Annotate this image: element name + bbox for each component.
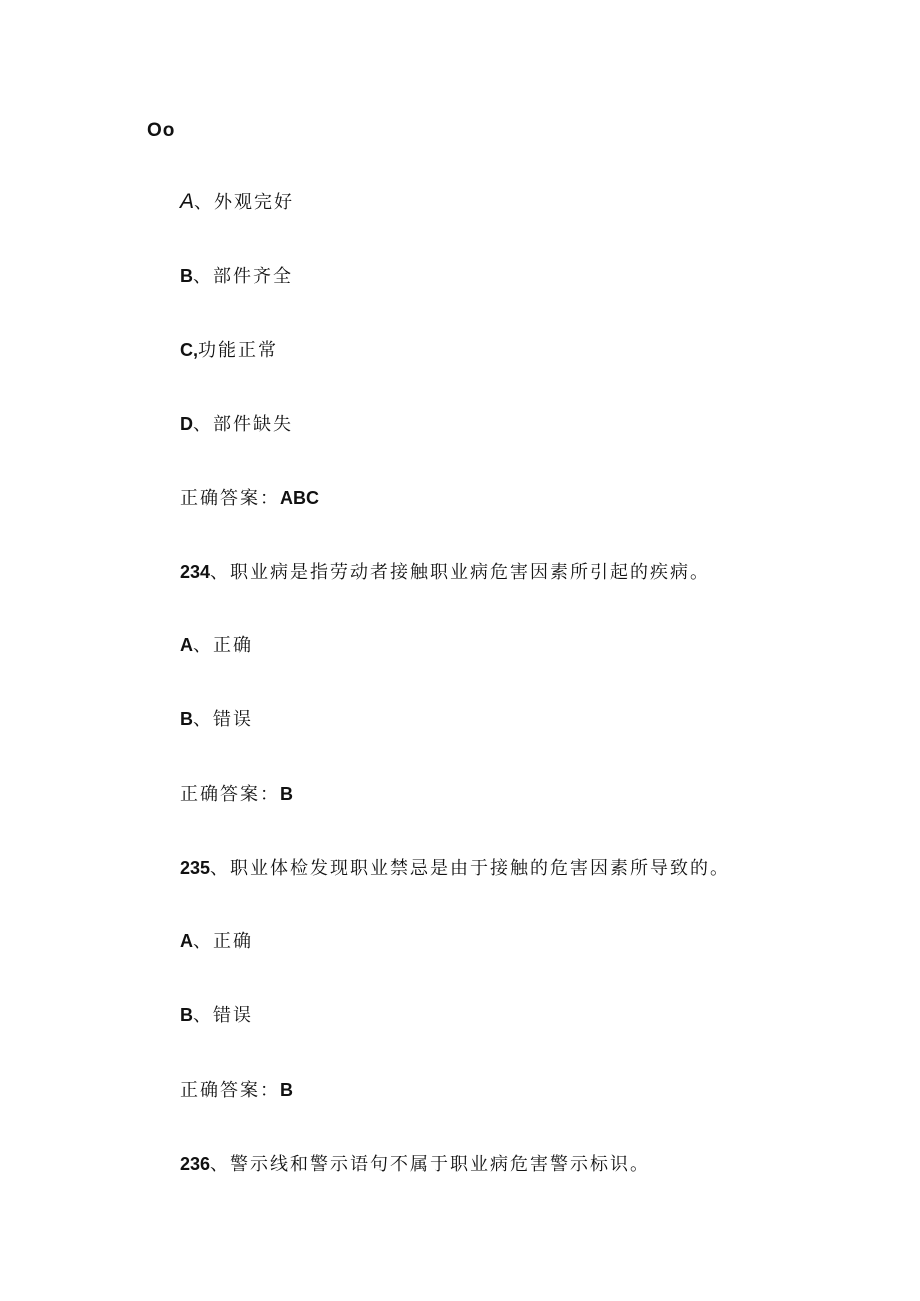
option-text: 功能正常 xyxy=(198,340,278,361)
question-text: 警示线和警示语句不属于职业病危害警示标识。 xyxy=(230,1154,651,1175)
answer-label: 正确答案： xyxy=(180,784,280,805)
option-sep: 、 xyxy=(193,414,213,435)
option-sep: 、 xyxy=(193,266,213,287)
option-text: 外观完好 xyxy=(214,192,295,213)
option-key: B xyxy=(180,709,193,729)
option-key: A xyxy=(180,190,195,213)
option-text: 部件缺失 xyxy=(213,414,293,435)
q235-option-a xyxy=(180,929,253,954)
option-text: 正确 xyxy=(213,931,253,952)
q234-option-a xyxy=(180,633,253,658)
question-number: 236 xyxy=(180,1154,211,1174)
answer-value: B xyxy=(280,1080,293,1100)
option-sep: 、 xyxy=(193,931,213,952)
option-key: D xyxy=(180,414,193,434)
q235-option-b xyxy=(180,1003,253,1028)
option-text: 正确 xyxy=(213,635,253,656)
q233-answer xyxy=(180,486,319,511)
option-sep: 、 xyxy=(193,709,213,730)
question-sep: 、 xyxy=(210,562,231,583)
question-number: 235 xyxy=(180,858,211,878)
answer-label: 正确答案： xyxy=(180,1080,280,1101)
option-sep: 、 xyxy=(193,1005,213,1026)
page-fragment-text: Oo xyxy=(147,120,176,141)
option-text: 错误 xyxy=(213,1005,253,1026)
answer-value: ABC xyxy=(280,488,319,508)
question-sep: 、 xyxy=(210,1154,231,1175)
q233-option-a xyxy=(180,190,294,215)
q233-option-c xyxy=(180,338,278,363)
answer-label: 正确答案： xyxy=(180,488,280,509)
question-text: 职业病是指劳动者接触职业病危害因素所引起的疾病。 xyxy=(230,562,711,583)
question-text: 职业体检发现职业禁忌是由于接触的危害因素所导致的。 xyxy=(230,858,731,879)
option-key: A xyxy=(180,931,193,951)
question-number: 234 xyxy=(180,562,211,582)
option-sep: 、 xyxy=(193,635,213,656)
q236-question xyxy=(180,1152,650,1177)
q233-option-b xyxy=(180,264,293,289)
q233-option-d xyxy=(180,412,293,437)
q234-option-b xyxy=(180,707,253,732)
option-key: B xyxy=(180,1005,193,1025)
option-sep: 、 xyxy=(194,192,215,213)
option-key: A xyxy=(180,635,193,655)
option-key: C, xyxy=(180,340,198,360)
q234-question xyxy=(180,560,710,585)
option-text: 部件齐全 xyxy=(213,266,293,287)
option-text: 错误 xyxy=(213,709,253,730)
question-sep: 、 xyxy=(210,858,231,879)
q234-answer xyxy=(180,782,293,807)
option-key: B xyxy=(180,266,193,286)
answer-value: B xyxy=(280,784,293,804)
q235-question xyxy=(180,856,730,881)
q235-answer xyxy=(180,1078,293,1103)
